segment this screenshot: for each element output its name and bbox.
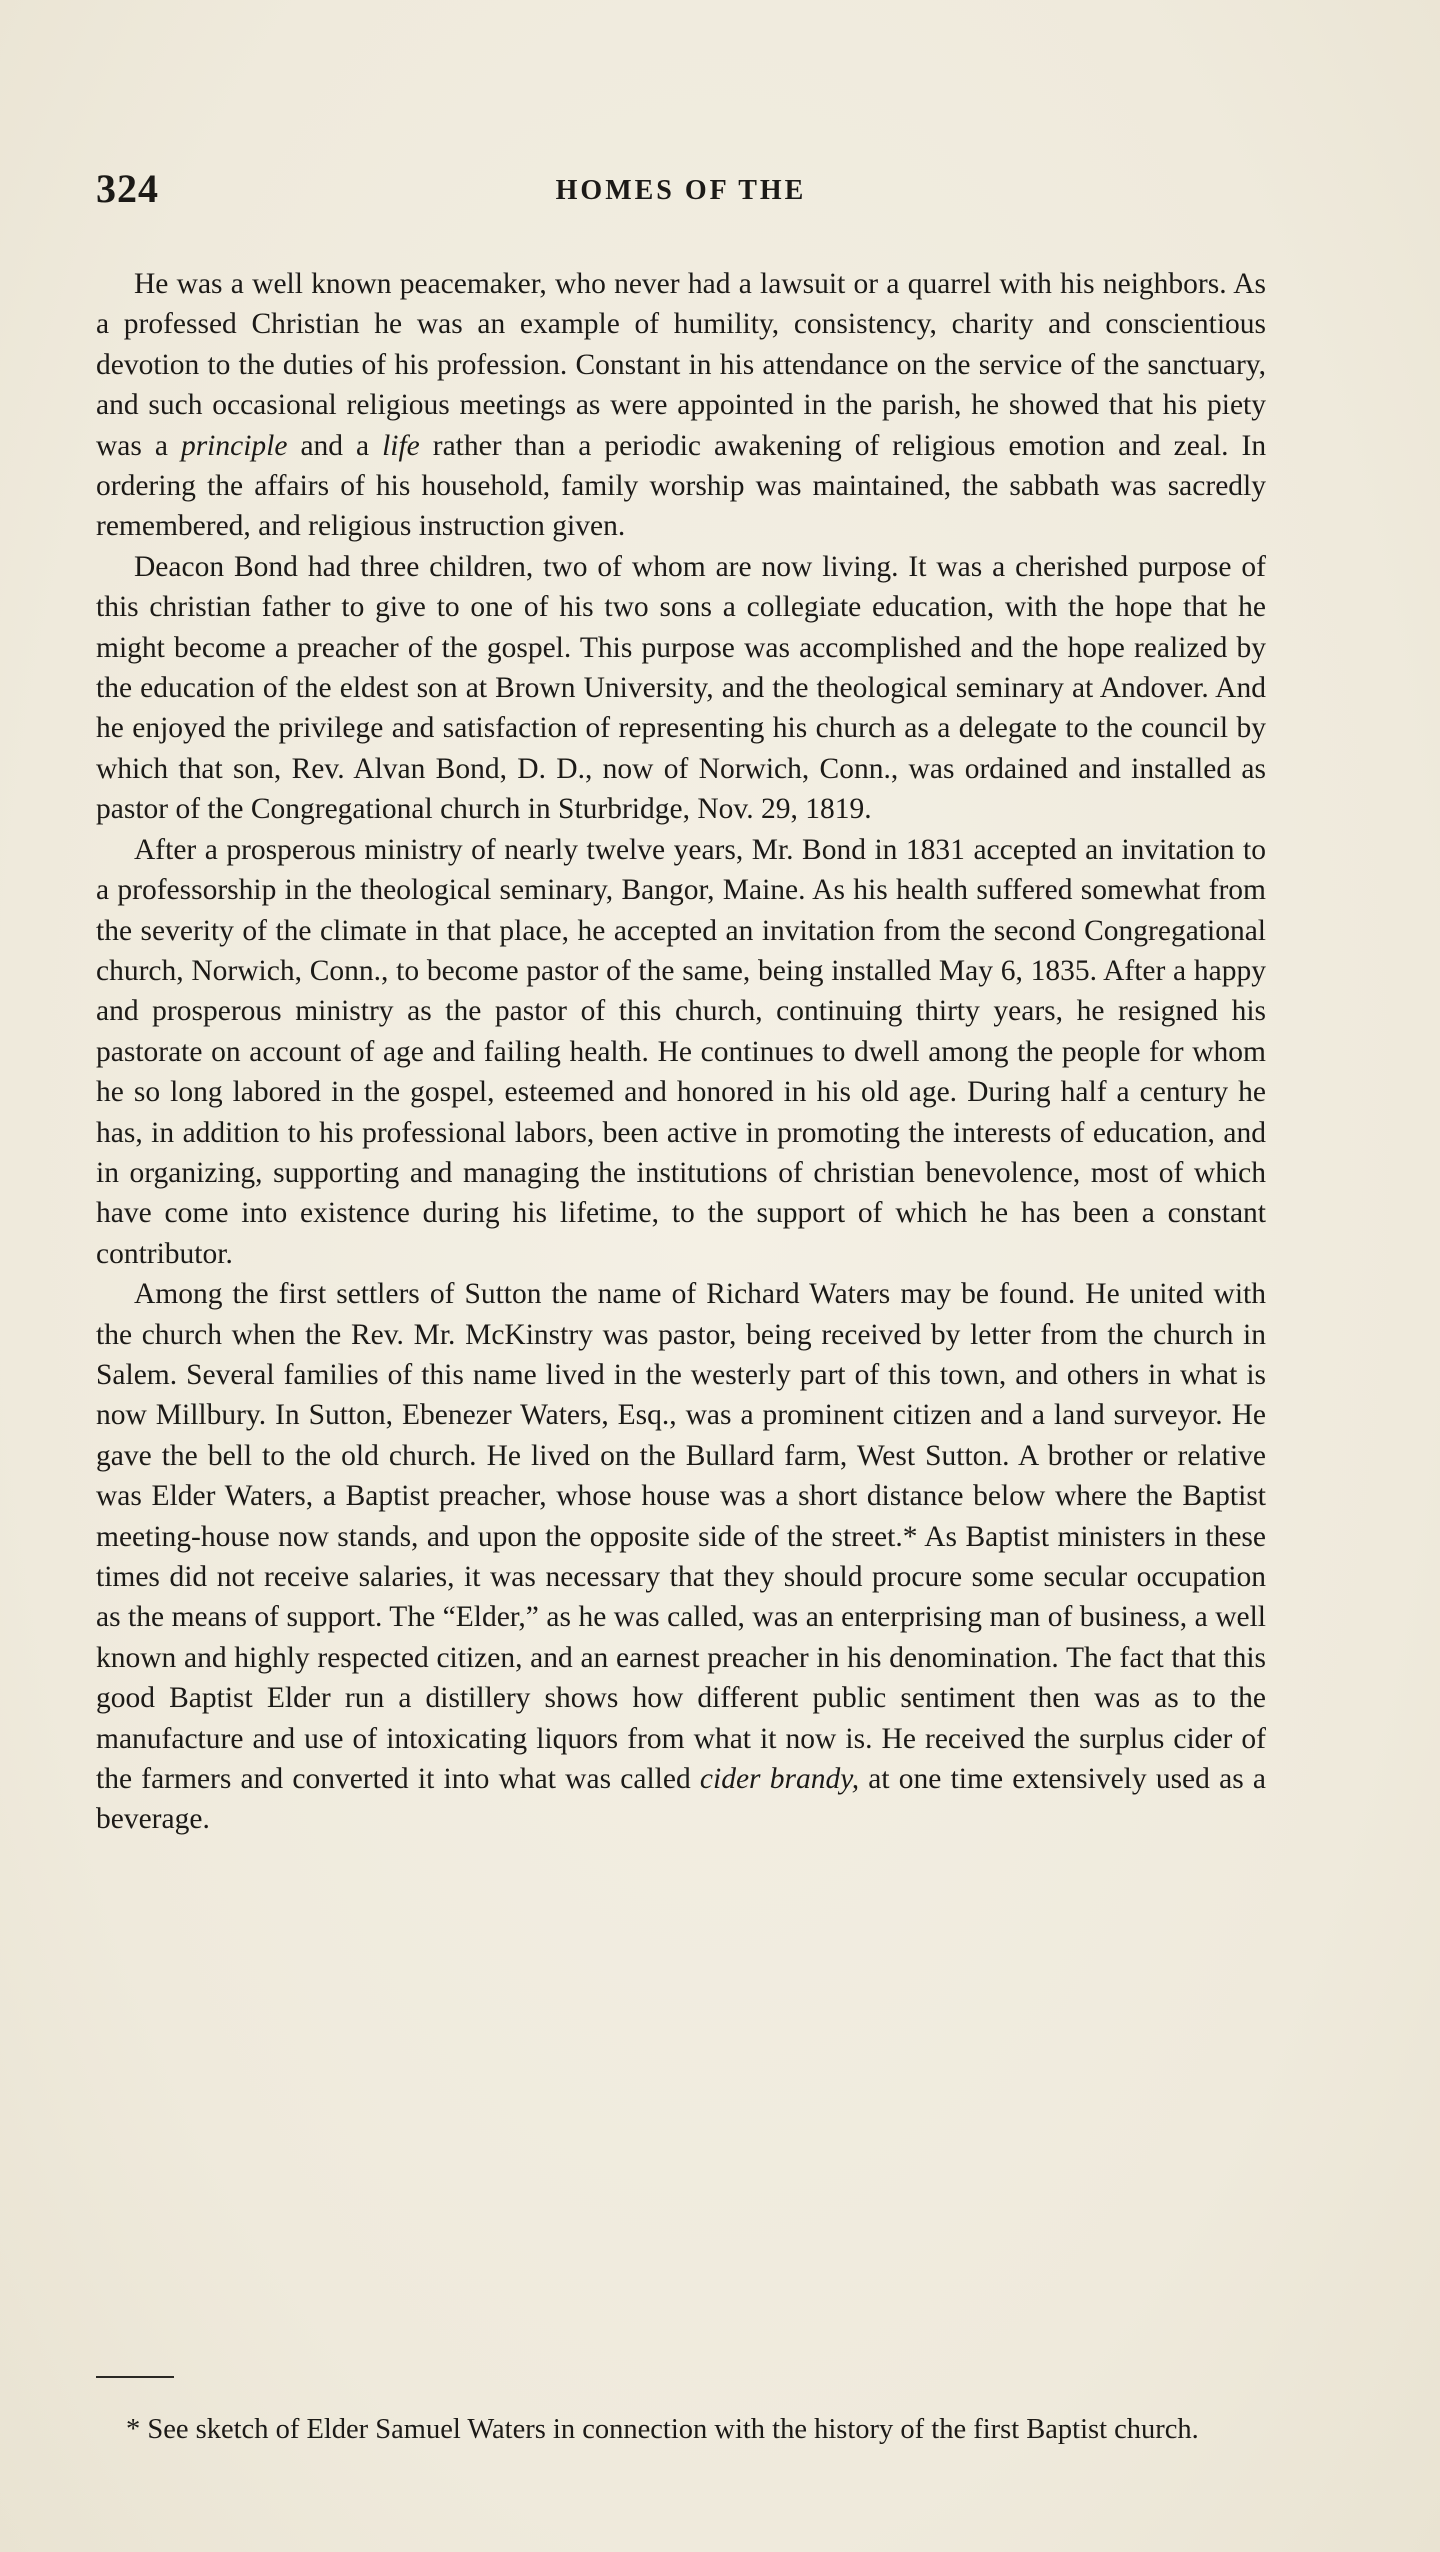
paragraph-2: Deacon Bond had three children, two of whom are now living. It was a cherished purpose of this christian father to give to one of his two sons a collegiate education, with the hope that he might become a preacher of the gospel. This purpose was accomplished and the hope realized by the education of the eldest son at Brown University, and the theological seminary at Andover. And he enjoyed the privilege and satisfaction of representing his church as a delegate to the council by which that son, Rev. Alvan Bond, D. D., now of Norwich, Conn., was ordained and installed as pastor of the Congregational church in Sturbridge, Nov. 29, 1819. [96, 550, 1266, 826]
paragraph-4-start: Among the first settlers of Sutton the name of Richard Waters may be found. He united with the church when the Rev. Mr. McKinstry was pastor, being received by letter from the church in Salem. Several families of this name lived in the westerly part of this town, and others in what is now Millbury. In Sutton, Ebenezer Waters, Esq., was a prominent citizen and a land surveyor. He gave the bell to the old church. He lived on the Bullard farm, West Sutton. A brother or relative was Elder Waters, a Baptist preacher, whose house was a short distance below where the Baptist meeting-house now stands, and upon the opposite side of the street.* As Baptist ministers in these times did not receive salaries, it was necessary that they should procure some secular occupation as the means of support. The “Elder,” as he was called, was an enterprising man of business, a well known and highly respected citizen, and an earnest preacher in his denomination. The fact that this good Baptist Elder run a distillery shows how different public sentiment then was as to the manufacture and use of intoxicating liquors from what it now is. He received the surplus cider of the farmers and converted it into what was called [96, 1278, 1266, 1796]
page-header [96, 165, 1266, 225]
paragraph-1-start: He was a well known peacemaker, who never had a lawsuit or a quarrel with his neighbors. As a professed Christian he was an example of humility, consistency, charity and conscientious devotion to the duties of his profession. Constant in his attendance on the service of the sanctuary, and such occasional religious meetings as were appointed in the parish, he showed that his piety was a [96, 268, 1266, 462]
footnote-divider [96, 2376, 174, 2378]
footnote: * See sketch of Elder Samuel Waters in connection with the history of the first Baptist church. [126, 2414, 1199, 2445]
running-title: HOMES OF THE [555, 175, 807, 206]
paragraph-4 [96, 1274, 1266, 1840]
paragraph-1-end: rather than a periodic awakening of religious emotion and zeal. In ordering the affairs of his household, family worship was maintained, the sabbath was sacredly remembered, and religious instruction given. [96, 429, 1267, 543]
page-number: 324 [96, 166, 159, 211]
paragraph-4-end: at one time extensively used as a beverage. [96, 1763, 1267, 1836]
paragraph-3: After a prosperous ministry of nearly twelve years, Mr. Bond in 1831 accepted an invitation to a professorship in the theological seminary, Bangor, Maine. As his health suffered somewhat from the severity of the climate in that place, he accepted an invitation from the second Congregational church, Norwich, Conn., to become pastor of the same, being installed May 6, 1835. After a happy and prosperous ministry as the pastor of this church, continuing thirty years, he resigned his pastorate on account of age and failing health. He continues to dwell among the people for whom he so long labored in the gospel, esteemed and honored in his old age. During half a century he has, in addition to his professional labors, been active in promoting the interests of education, and in organizing, supporting and managing the institutions of christian benevolence, most of which have come into existence during his lifetime, to the support of which he has been a constant contributor. [96, 833, 1266, 1270]
body-text [96, 264, 1266, 1840]
paragraph-1-middle: and a [300, 429, 370, 462]
emphasis-cider-brandy: cider brandy, [699, 1763, 860, 1796]
emphasis-principle: principle [180, 429, 288, 462]
paragraph-1 [96, 264, 1266, 547]
emphasis-life: life [382, 429, 420, 462]
